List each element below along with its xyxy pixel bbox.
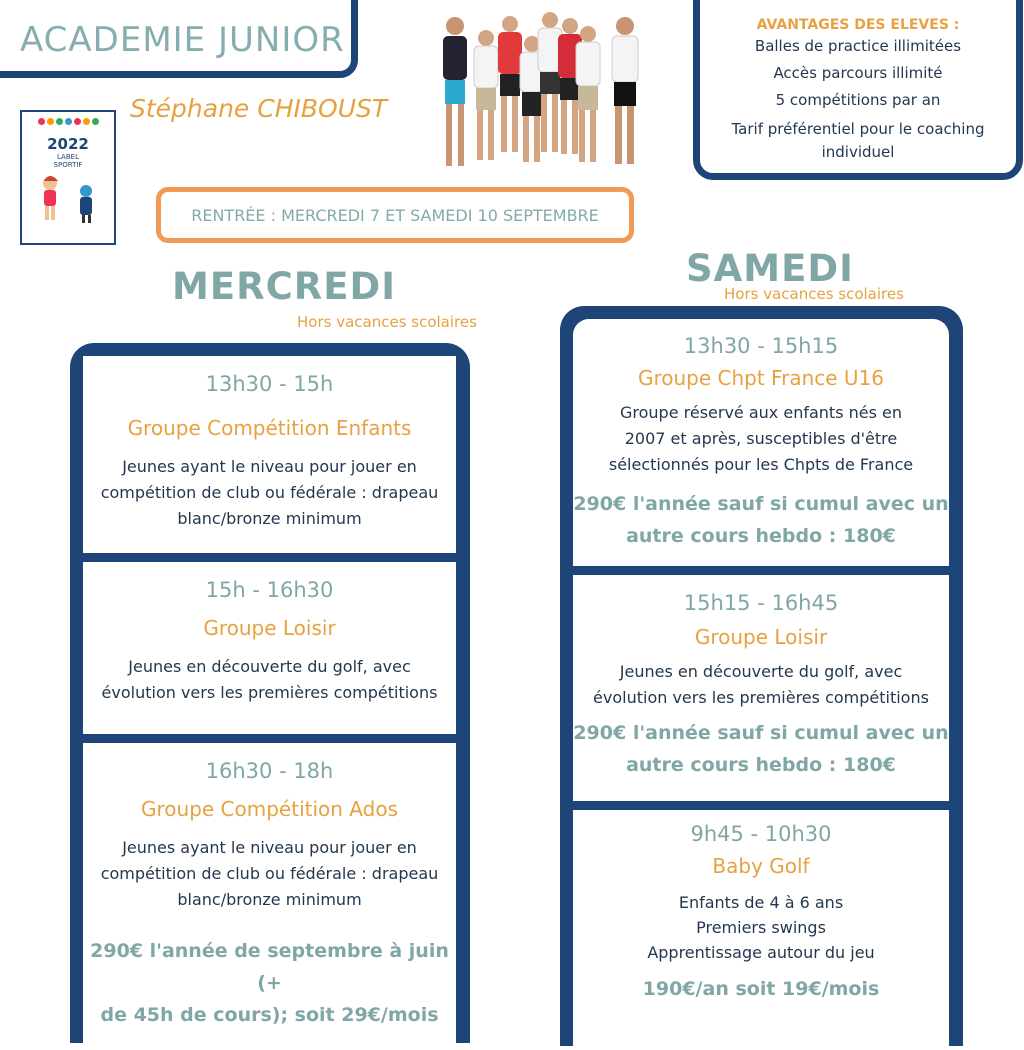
slot-group: Groupe Compétition Enfants bbox=[127, 416, 412, 440]
advantage-item: Accès parcours illimité bbox=[773, 64, 943, 82]
person-5 bbox=[538, 12, 562, 152]
badge-year: 2022 bbox=[47, 135, 89, 153]
slot-desc: Enfants de 4 à 6 ans bbox=[678, 893, 844, 912]
slot-price: 290€ l'année de septembre à juin (+ bbox=[90, 940, 449, 994]
samedi-slot-2 bbox=[573, 575, 949, 801]
slot-desc: évolution vers les premières compétitions bbox=[593, 688, 929, 707]
slot-time: 16h30 - 18h bbox=[205, 759, 334, 783]
person-2 bbox=[474, 30, 498, 160]
slot-time: 9h45 - 10h30 bbox=[690, 822, 832, 846]
person-7 bbox=[576, 26, 600, 162]
slot-desc: blanc/bronze minimum bbox=[177, 890, 362, 909]
badge-sportif: SPORTIF bbox=[53, 161, 83, 169]
badge-label: LABEL bbox=[57, 153, 79, 161]
mercredi-heading: MERCREDI bbox=[172, 265, 396, 308]
rentree-banner bbox=[156, 187, 634, 243]
slot-price: 290€ l'année sauf si cumul avec un bbox=[573, 493, 949, 515]
slot-desc: Groupe réservé aux enfants nés en bbox=[619, 403, 902, 422]
samedi-column bbox=[560, 306, 963, 1046]
slot-desc: Jeunes en découverte du golf, avec bbox=[619, 662, 903, 681]
samedi-heading: SAMEDI bbox=[686, 247, 854, 290]
samedi-slot-1 bbox=[573, 319, 949, 566]
advantage-item: individuel bbox=[821, 143, 895, 161]
slot-desc: Premiers swings bbox=[696, 918, 826, 937]
slot-desc: 2007 et après, susceptibles d'être bbox=[624, 429, 898, 448]
mercredi-note: Hors vacances scolaires bbox=[297, 313, 477, 331]
slot-price: autre cours hebdo : 180€ bbox=[626, 754, 896, 776]
team-photo bbox=[410, 8, 660, 178]
slot-desc: évolution vers les premières compétitions bbox=[101, 683, 438, 702]
slot-price: 290€ l'année sauf si cumul avec un bbox=[573, 722, 949, 744]
rentree-text: RENTRÉE : MERCREDI 7 ET SAMEDI 10 SEPTEMBRE bbox=[191, 205, 599, 225]
mercredi-slot-2 bbox=[83, 562, 456, 734]
page-title: ACADEMIE JUNIOR bbox=[20, 20, 345, 60]
slot-time: 15h - 16h30 bbox=[205, 578, 334, 602]
slot-desc: Jeunes ayant le niveau pour jouer en bbox=[122, 838, 417, 857]
mercredi-slot-1 bbox=[83, 356, 456, 553]
person-1 bbox=[443, 17, 467, 166]
slot-price: 190€/an soit 19€/mois bbox=[642, 978, 880, 1000]
samedi-note: Hors vacances scolaires bbox=[724, 285, 904, 303]
slot-group: Baby Golf bbox=[712, 854, 810, 878]
slot-desc: compétition de club ou fédérale : drapeau bbox=[100, 864, 439, 883]
badge-dots bbox=[22, 118, 114, 125]
advantages-title: AVANTAGES DES ELEVES : bbox=[756, 17, 960, 33]
advantage-item: Tarif préférentiel pour le coaching bbox=[731, 120, 985, 138]
slot-desc: sélectionnés pour les Chpts de France bbox=[608, 455, 914, 474]
mercredi-column bbox=[70, 343, 470, 1043]
slot-time: 15h15 - 16h45 bbox=[683, 591, 839, 615]
mercredi-slot-3 bbox=[83, 743, 456, 1043]
slot-desc: blanc/bronze minimum bbox=[177, 509, 362, 528]
samedi-slot-3 bbox=[573, 810, 949, 1050]
advantages-box bbox=[693, 0, 1023, 180]
coach-name: Stéphane CHIBOUST bbox=[130, 94, 388, 123]
slot-group: Groupe Compétition Ados bbox=[141, 797, 398, 821]
person-8 bbox=[612, 17, 638, 164]
slot-desc: Apprentissage autour du jeu bbox=[647, 943, 875, 962]
advantage-item: Balles de practice illimitées bbox=[754, 37, 962, 55]
advantage-item: 5 compétitions par an bbox=[775, 91, 941, 109]
slot-time: 13h30 - 15h bbox=[205, 372, 334, 396]
slot-time: 13h30 - 15h15 bbox=[683, 334, 839, 358]
slot-desc: compétition de club ou fédérale : drapeau bbox=[100, 483, 439, 502]
slot-group: Groupe Chpt France U16 bbox=[637, 366, 885, 390]
slot-price: autre cours hebdo : 180€ bbox=[626, 525, 896, 547]
label-sportif-badge bbox=[20, 110, 116, 245]
golfer-illustration-icon bbox=[22, 169, 114, 229]
slot-price: de 45h de cours); soit 29€/mois bbox=[100, 1004, 439, 1026]
slot-group: Groupe Loisir bbox=[203, 616, 336, 640]
slot-desc: Jeunes en découverte du golf, avec bbox=[128, 657, 411, 676]
person-3 bbox=[498, 16, 522, 152]
slot-group: Groupe Loisir bbox=[694, 625, 828, 649]
slot-desc: Jeunes ayant le niveau pour jouer en bbox=[122, 457, 417, 476]
